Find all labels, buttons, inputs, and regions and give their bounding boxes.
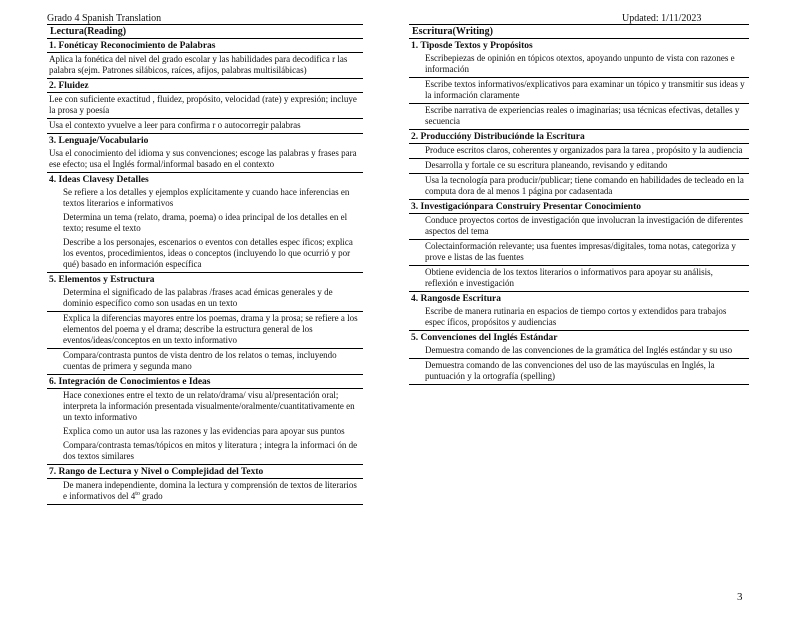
reading-column xyxy=(47,24,363,505)
updated-date: Updated: 1/11/2023 xyxy=(622,13,702,24)
reading-standard: Aplica la fonética del nivel del grado escolar y las habilidades para decodifica r las palabra s(ejm. Patrones silábicos, raíces, afijos, palabras multisilábicas) xyxy=(47,53,363,79)
writing-standard: Escribe narrativa de experiencias reales o imaginarias; usa técnicas efectivas, detalles y secuencia xyxy=(409,104,749,130)
reading-standard: Explica como un autor usa las razones y las evidencias para apoyar sus puntos xyxy=(63,426,345,436)
reading-heading: Lectura(Reading) xyxy=(47,24,363,39)
reading-section-title: 3. Lenguaje/Vocabulario xyxy=(49,136,149,146)
writing-column xyxy=(409,24,749,385)
writing-standard: Usa la tecnología para producir/publicar; tiene comando en habilidades de tecleado en la computa dora de al menos 1 página por cadasentada xyxy=(409,174,749,200)
grade-word: grado xyxy=(139,491,163,501)
reading-section-title: 1. Fonéticay Reconocimiento de Palabras xyxy=(47,39,363,53)
reading-standard: Usa el contexto yvuelve a leer para confirma r o autocorregir palabras xyxy=(47,119,363,134)
reading-standard: Explica la diferencias mayores entre los poemas, drama y la prosa; se refiere a los elementos del poema y el drama; describe la estructura general de los eventos/ideas/conceptos en un texto informativo xyxy=(47,312,363,349)
page-number: 3 xyxy=(737,591,743,603)
reading-standard: Lee con suficiente exactitud , fluidez, propósito, velocidad (rate) y expresión; incluye la prosa y poesía xyxy=(47,93,363,119)
reading-standard: Compara/contrasta temas/tópicos en mitos y literatura ; integra la informaci ón de dos textos similares xyxy=(47,439,363,465)
writing-heading: Escritura(Writing) xyxy=(409,24,749,39)
writing-section-title: 1. Tiposde Textos y Propósitos xyxy=(411,41,533,51)
writing-section-title: 5. Convenciones del Inglés Estándar xyxy=(411,333,558,343)
reading-section-title: 6. Integración de Conocimientos e Ideas xyxy=(47,375,363,389)
reading-standard: Se refiere a los detalles y ejemplos explícitamente y cuando hace inferencias en textos literarios e informativos xyxy=(63,187,350,208)
reading-standard xyxy=(47,479,363,505)
reading-standard: Determina un tema (relato, drama, poema) o idea principal de los detalles en el texto; resume el texto xyxy=(63,212,348,233)
reading-standard: Hace conexiones entre el texto de un relato/drama/ visu al/presentación oral; interpreta la información presentada visualmente/oralmente/cuantitativamente en un texto informativo xyxy=(63,390,355,422)
grade-ordinal-suffix: to xyxy=(135,491,140,497)
writing-standard: Escribe de manera rutinaria en espacios de tiempo cortos y extendidos para trabajos espec íficos, propósitos y audiencias xyxy=(409,305,749,331)
reading-section-title: 4. Ideas Clavesy Detalles xyxy=(49,175,149,185)
writing-standard: Obtiene evidencia de los textos literarios o informativos para apoyar su análisis, reflexión e investigación xyxy=(409,266,749,292)
writing-section-title: 3. Investigaciónpara Construiry Presentar Conocimiento xyxy=(409,200,749,214)
writing-standard: Colectainformación relevante; usa fuentes impresas/digitales, toma notas, categoriza y prove e listas de las fuentes xyxy=(409,240,749,266)
reading-section-title: 7. Rango de Lectura y Nivel o Complejidad del Texto xyxy=(47,465,363,479)
reading-standard: Describe a los personajes, escenarios o eventos con detalles espec íficos; explica los eventos, procedimientos, ideas o conceptos (incluyendo lo que ocurrió y por qué) basado en información específica xyxy=(47,236,363,273)
writing-standard: Produce escritos claros, coherentes y organizados para la tarea , propósito y la audiencia xyxy=(409,144,749,159)
writing-standard: Demuestra comando de las convenciones del uso de las mayúsculas en Inglés, la puntuación y la ortografía (spelling) xyxy=(409,359,749,385)
reading-section-title: 2. Fluidez xyxy=(47,79,363,93)
writing-standard: Demuestra comando de las convenciones de la gramática del Inglés estándar y su uso xyxy=(409,344,749,359)
writing-standard: Escribepiezas de opinión en tópicos otextos, apoyando unpunto de vista con razones e información xyxy=(409,52,749,78)
writing-standard: Escribe textos informativos/explicativos para examinar un tópico y transmitir sus ideas y la información claramente xyxy=(409,78,749,104)
reading-standard: Compara/contrasta puntos de vista dentro de los relatos o temas, incluyendo cuentas de primera y segunda mano xyxy=(47,349,363,375)
reading-section-title: 5. Elementos y Estructura xyxy=(49,275,155,285)
document-title: Grado 4 Spanish Translation xyxy=(47,13,162,24)
writing-standard: Conduce proyectos cortos de investigación que involucran la investigación de diferentes aspectos del tema xyxy=(409,214,749,240)
writing-section-title: 4. Rangosde Escritura xyxy=(411,294,501,304)
writing-standard: Desarrolla y fortale ce su escritura planeando, revisando y editando xyxy=(409,159,749,174)
reading-standard-text: De manera independiente, domina la lectura y comprensión de textos de literarios e informativos del 4 xyxy=(63,480,357,501)
reading-standard: Determina el significado de las palabras /frases acad émicas generales y de dominio específico como son usadas en un texto xyxy=(47,286,363,312)
writing-section-title: 2. Produccióny Distribuciónde la Escritura xyxy=(409,130,749,144)
reading-standard: Usa el conocimiento del idioma y sus convenciones; escoge las palabras y frases para ese efecto; usa el Inglés formal/informal basado en el contexto xyxy=(47,147,363,173)
